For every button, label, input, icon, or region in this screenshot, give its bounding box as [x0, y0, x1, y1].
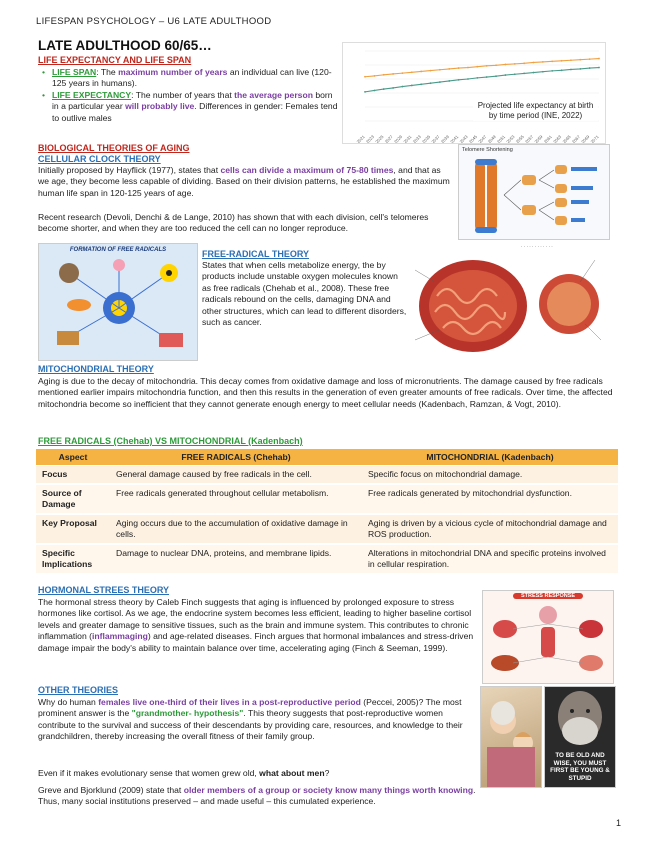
text: ) and age-related diseases. Finch argues that hormonal imbalances and stress-driven damage impair the body's ability to maintain balance over time, accelerating aging (Finch & Seeman, 1999). [38, 631, 474, 653]
table-cell: Focus [36, 466, 110, 485]
stress-title: STRESS RESPONSE [513, 593, 583, 599]
text: an individual can live (120-125 years in humans). [52, 67, 332, 89]
table-cell: Free radicals generated throughout cellular metabolism. [110, 484, 362, 514]
data-point [579, 59, 581, 61]
table-cell: Aging is driven by a vicious cycle of mitochondrial damage and ROS production. [362, 514, 618, 544]
highlight: "grandmother- hypothesis" [131, 708, 244, 719]
text: ? [324, 768, 330, 778]
stress-response-image [482, 590, 614, 684]
highlight: inflammaging [91, 631, 148, 642]
x-tick-label: 2063 [552, 134, 563, 143]
x-tick-label: 2025 [374, 134, 385, 143]
data-point [570, 69, 572, 71]
page-header: LIFESPAN PSYCHOLOGY – U6 LATE ADULTHOOD [36, 16, 272, 27]
grandmother-photo [480, 686, 542, 788]
data-point [533, 62, 535, 64]
data-point [495, 64, 497, 66]
other-theories-heading: OTHER THEORIES [38, 685, 119, 695]
data-point [476, 66, 478, 68]
text: Greve and Bjorklund (2009) state that [38, 785, 184, 795]
free-radical-text: States that when cells metabolize energy, the by products include unstable oxygen molecules known as free radicals (Chehab et al., 2008). These free radicals rebound on the cells, damaging DNA and other structures, which can lead to different disorders, such as cancer. [202, 260, 407, 328]
text: . This theory suggests that post-reproductive women contribute to the survival and success of their descendants by providing care, resources, and knowledge to their grandchildren, thereby increasing the overall fitness of their family group. [38, 708, 463, 742]
x-tick-label: 2043 [458, 134, 469, 143]
comparison-table [36, 449, 618, 575]
formation-title: FORMATION OF FREE RADICALS [69, 247, 167, 253]
life-expectancy-list [38, 67, 338, 124]
table-cell: Specific focus on mitochondrial damage. [362, 466, 618, 485]
x-tick-label: 2041 [449, 134, 460, 143]
x-tick-label: 2057 [524, 134, 535, 143]
x-tick-label: 2051 [495, 134, 507, 143]
table-row [36, 484, 618, 514]
grandmother-illustration [481, 687, 541, 787]
table-row [36, 514, 618, 544]
highlight: will probably live [125, 101, 195, 112]
data-point [430, 82, 432, 84]
data-point [392, 87, 394, 89]
data-point [439, 69, 441, 71]
text: born in a particular year [52, 89, 333, 112]
highlight: maximum number of years [118, 67, 228, 77]
data-point [551, 60, 553, 62]
data-point [561, 60, 563, 62]
telomere-title: Telomere Shortening [462, 147, 513, 153]
text: Even if it makes evolutionary sense that women grew old, [38, 768, 260, 778]
data-point [589, 58, 591, 60]
table-header-row [36, 449, 618, 466]
x-tick-label: 2031 [402, 134, 413, 143]
free-radicals-formation-image [38, 243, 198, 361]
data-point [542, 61, 544, 63]
hormonal-text [38, 597, 478, 654]
life-expectancy-heading: LIFE EXPECTANCY AND LIFE SPAN [38, 55, 192, 65]
life-expectancy-label: LIFE EXPECTANCY [52, 89, 132, 100]
data-point [411, 85, 413, 87]
data-point [542, 71, 544, 73]
x-tick-label: 2067 [570, 134, 581, 143]
text: Initially proposed by Hayflick (1977), states that [38, 165, 221, 175]
data-point [392, 73, 394, 75]
table-row [36, 466, 618, 485]
stress-illustration [483, 601, 613, 681]
data-point [458, 79, 460, 81]
list-item [38, 90, 338, 124]
data-point [514, 63, 516, 65]
data-point [364, 91, 366, 93]
x-tick-label: 2059 [533, 134, 544, 143]
highlight: cells can divide a maximum of 75-80 times [220, 165, 394, 175]
other-theories-text [38, 697, 478, 743]
table-cell: Specific Implications [36, 544, 110, 574]
data-point [411, 71, 413, 73]
x-tick-label: 2039 [439, 134, 450, 143]
x-tick-label: 2027 [383, 134, 394, 143]
life-expectancy-section [38, 55, 338, 124]
data-point [533, 72, 535, 74]
data-point [420, 71, 422, 73]
mitochondrial-text: Aging is due to the decay of mitochondria. This decay comes from oxidative damage and loss of micronutrients. The damage caused by free radicals mentioned earlier impairs mitochondria function, and then this results in the generation of even greater amounts of free radicals. Over time, the affected mitochondria become so inefficient that they cannot generate enough energy to meet cellular needs (Kadenbach, Ramzan, & Vogt, 2010). [38, 376, 613, 409]
highlight: older members of a group or society know many things worth knowing [183, 785, 474, 795]
data-point [383, 74, 385, 76]
table-cell: Aging occurs due to the accumulation of oxidative damage in cells. [110, 514, 362, 544]
highlight: the average person [234, 89, 313, 100]
x-tick-label: 2033 [411, 134, 422, 143]
data-point [505, 64, 507, 66]
data-point [523, 62, 525, 64]
old-man-illustration [545, 687, 615, 747]
text: Why do human [38, 697, 99, 707]
x-tick-label: 2035 [421, 134, 432, 143]
data-point [486, 76, 488, 78]
table-header: Aspect [36, 449, 110, 466]
telomere-illustration [459, 155, 609, 239]
table-cell: Key Proposal [36, 514, 110, 544]
x-tick-label: 2023 [364, 134, 376, 143]
data-point [420, 83, 422, 85]
greve-bjorklund-text [38, 785, 488, 808]
data-point [402, 86, 404, 88]
free-radical-heading: FREE-RADICAL THEORY [202, 249, 310, 259]
mitochondria-illustration [405, 240, 613, 362]
hormonal-heading: HORMONAL STREES THEORY [38, 585, 170, 595]
svg-text:· · · · · · · · · · · ·: · · · · · · · · · · · · [521, 244, 553, 249]
data-point [402, 72, 404, 74]
x-tick-label: 2049 [486, 134, 497, 143]
cellular-clock-text [38, 165, 451, 199]
data-point [505, 74, 507, 76]
mitochondria-image [405, 240, 613, 362]
x-tick-label: 2061 [542, 134, 553, 143]
data-point [523, 73, 525, 75]
table-header: MITOCHONDRIAL (Kadenbach) [362, 449, 618, 466]
biological-heading: BIOLOGICAL THEORIES OF AGING [38, 143, 190, 153]
data-point [439, 81, 441, 83]
x-tick-label: 2021 [355, 134, 366, 143]
data-point [430, 70, 432, 72]
x-tick-label: 2071 [589, 134, 600, 143]
table-cell: Damage to nuclear DNA, proteins, and membrane lipids. [110, 544, 362, 574]
data-point [561, 69, 563, 71]
data-point [598, 58, 600, 60]
data-point [458, 67, 460, 69]
data-point [514, 73, 516, 75]
text: , and that as we age, they become less capable of dividing. Based on their division patterns, he established the maximum human life span in 120-125 years of age. [38, 165, 450, 198]
mitochondrial-heading: MITOCHONDRIAL THEORY [38, 364, 154, 374]
text: . Thus, many social institutions preserved – and made useful – this cumulated experience. [38, 785, 476, 807]
page-number: 1 [615, 818, 621, 828]
table-header: FREE RADICALS (Chehab) [110, 449, 362, 466]
data-point [467, 78, 469, 80]
data-point [373, 75, 375, 77]
series-line-0 [365, 59, 599, 77]
data-point [448, 68, 450, 70]
chart-svg [343, 43, 605, 143]
data-point [467, 67, 469, 69]
table-row [36, 544, 618, 574]
life-expectancy-chart [342, 42, 606, 144]
telomere-text: Recent research (Devoli, Denchi & de Lange, 2010) has shown that with each division, cell's telomeres become shorter, and when they are too reduced the cell can no longer reproduce. [38, 212, 429, 234]
chart-caption: Projected life expectancy at birth by time period (INE, 2022) [473, 101, 598, 121]
comparison-table-wrap [36, 449, 618, 575]
table-cell: General damage caused by free radicals in the cell. [110, 466, 362, 485]
x-tick-label: 2037 [430, 134, 441, 143]
table-cell: Alterations in mitochondrial DNA and specific proteins involved in cellular respiration. [362, 544, 618, 574]
data-point [448, 80, 450, 82]
data-point [570, 59, 572, 61]
formation-illustration [39, 253, 197, 357]
data-point [364, 76, 366, 78]
data-point [486, 65, 488, 67]
data-point [598, 67, 600, 69]
data-point [383, 88, 385, 90]
bold-text: what about men [259, 768, 325, 778]
x-tick-label: 2047 [477, 134, 488, 143]
series-line-1 [365, 68, 599, 92]
life-span-label: LIFE SPAN [52, 67, 97, 77]
x-tick-label: 2069 [580, 134, 591, 143]
old-man-poster [544, 686, 616, 788]
telomere-diagram [458, 144, 610, 240]
data-point [373, 90, 375, 92]
text: The hormonal stress theory by Caleb Finch suggests that aging is influenced by prolonged exposure to stress hormones like cortisol. As we age, the endocrine system becomes less efficient, leading to higher baseline cortisol levels and greater damage to sensitive tissues, such as the brain and immune system. This contributes to chronic inflammation ( [38, 597, 472, 642]
x-tick-label: 2065 [561, 134, 572, 143]
data-point [551, 70, 553, 72]
highlight: females live one-third of their lives in a post-reproductive period [98, 697, 361, 707]
page-title: LATE ADULTHOOD 60/65… [38, 38, 212, 53]
text: . Differences in gender: Females tend to outlive males [52, 101, 338, 123]
x-tick-label: 2053 [505, 134, 516, 143]
x-tick-label: 2029 [393, 134, 404, 143]
data-point [589, 67, 591, 69]
table-cell: Source of Damage [36, 484, 110, 514]
text: (Peccei, 2005)? The most prominent answer is the [38, 697, 462, 719]
x-tick-label: 2055 [514, 134, 525, 143]
list-item [38, 67, 338, 90]
data-point [579, 68, 581, 70]
text: : The number of years that [131, 89, 235, 100]
comparison-heading: FREE RADICALS (Chehab) VS MITOCHONDRIAL (Kadenbach) [38, 436, 303, 446]
men-question [38, 768, 478, 779]
text: : The [96, 67, 119, 77]
data-point [495, 75, 497, 77]
poster-text: TO BE OLD AND WISE, YOU MUST FIRST BE YOUNG & STUPID [550, 752, 610, 782]
x-tick-label: 2045 [467, 134, 479, 143]
cellular-clock-heading: CELLULAR CLOCK THEORY [38, 154, 161, 164]
data-point [476, 77, 478, 79]
table-cell: Free radicals generated by mitochondrial dysfunction. [362, 484, 618, 514]
